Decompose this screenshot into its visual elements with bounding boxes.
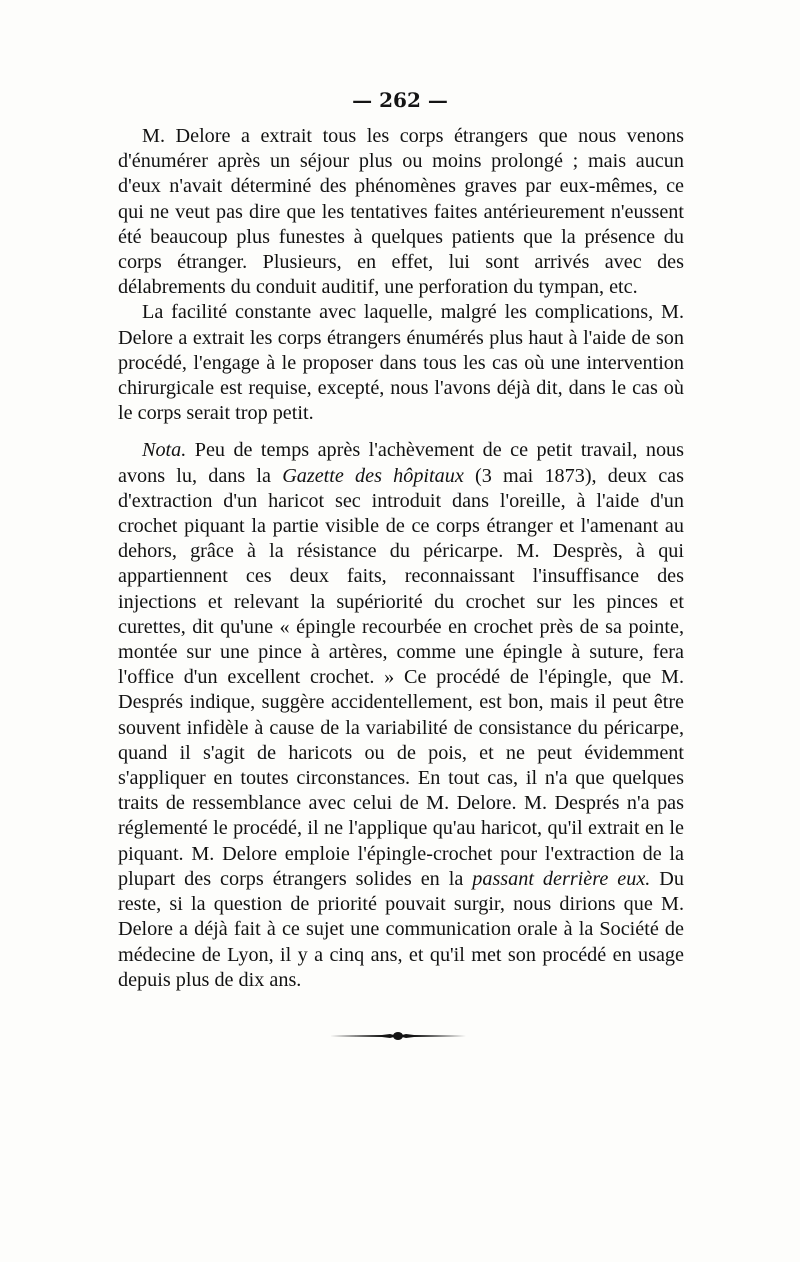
paragraph-1: M. Delore a extrait tous les corps étrangers que nous venons d'énumérer après un séjour plus ou moins prolongé ; mais aucun d'eux n'avait déterminé des phénomènes graves par eux-mêmes, ce qui ne veut pas dire que les tentatives faites antérieurement n'eussent été beaucoup plus funestes à quelques patients que la présence du corps étranger. Plusieurs, en effet, lui sont arrivés avec des délabrements du conduit auditif, une perforation du tympan, etc. xyxy=(118,125,684,299)
nota-label: Nota. xyxy=(142,439,187,462)
tail-ornament xyxy=(330,1031,466,1041)
paragraph-2: La facilité constante avec laquelle, malgré les complications, M. Delore a extrait les corps étrangers énumérés plus haut à l'aide de son procédé, l'engage à le proposer dans tous les cas où une intervention chirurgicale est requise, excepté, nous l'avons déjà dit, dans le cas où le corps serait trop petit. xyxy=(118,301,684,425)
paragraph-nota xyxy=(118,438,684,992)
nota-text-a: Peu de temps après l'achèvement de ce petit travail, nous avons lu, dans la xyxy=(118,439,684,487)
emphasized-phrase: passant derrière eux. xyxy=(472,867,651,890)
journal-title: Gazette des hôpitaux xyxy=(282,464,464,487)
nota-text-b: (3 mai 1873), deux cas d'extraction d'un haricot sec introduit dans l'oreille, à l'aide d'un crochet piquant la partie visible de ce corps étranger et l'amenant au dehors, grâce à la résistance du péricarpe. M. Desprès, à qui appartiennent ces deux faits, reconnaissant l'insuffisance des injections et relevant la supériorité du crochet sur les pinces et curettes, dit qu'une « épingle recourbée en crochet près de sa pointe, montée sur une pince à artères, comme une épingle à suture, fera l'office d'un excellent crochet. » Ce procédé de l'épingle, que M. Després indique, suggère accidentellement, est bon, mais il peut être souvent infidèle à cause de la variabilité de consistance du péricarpe, quand il s'agit de haricots ou de pois, et ne peut évidemment s'appliquer en toutes circonstances. En tout cas, il n'a que quelques traits de ressemblance avec celui de M. Delore. M. Després n'a pas réglementé le procédé, il ne l'applique qu'au haricot, qu'il extrait en le piquant. M. Delore emploie l'épingle-crochet pour l'extraction de la plupart des corps étrangers solides en la xyxy=(118,464,684,890)
body-text xyxy=(118,124,684,993)
nota-text-c: Du reste, si la question de priorité pouvait surgir, nous dirions que M. Delore a déjà fait à ce sujet une communication orale à la Société de médecine de Lyon, il y a cinq ans, et qu'il met son procédé en usage depuis plus de dix ans. xyxy=(118,867,684,991)
page-number: — 262 — xyxy=(352,88,448,112)
